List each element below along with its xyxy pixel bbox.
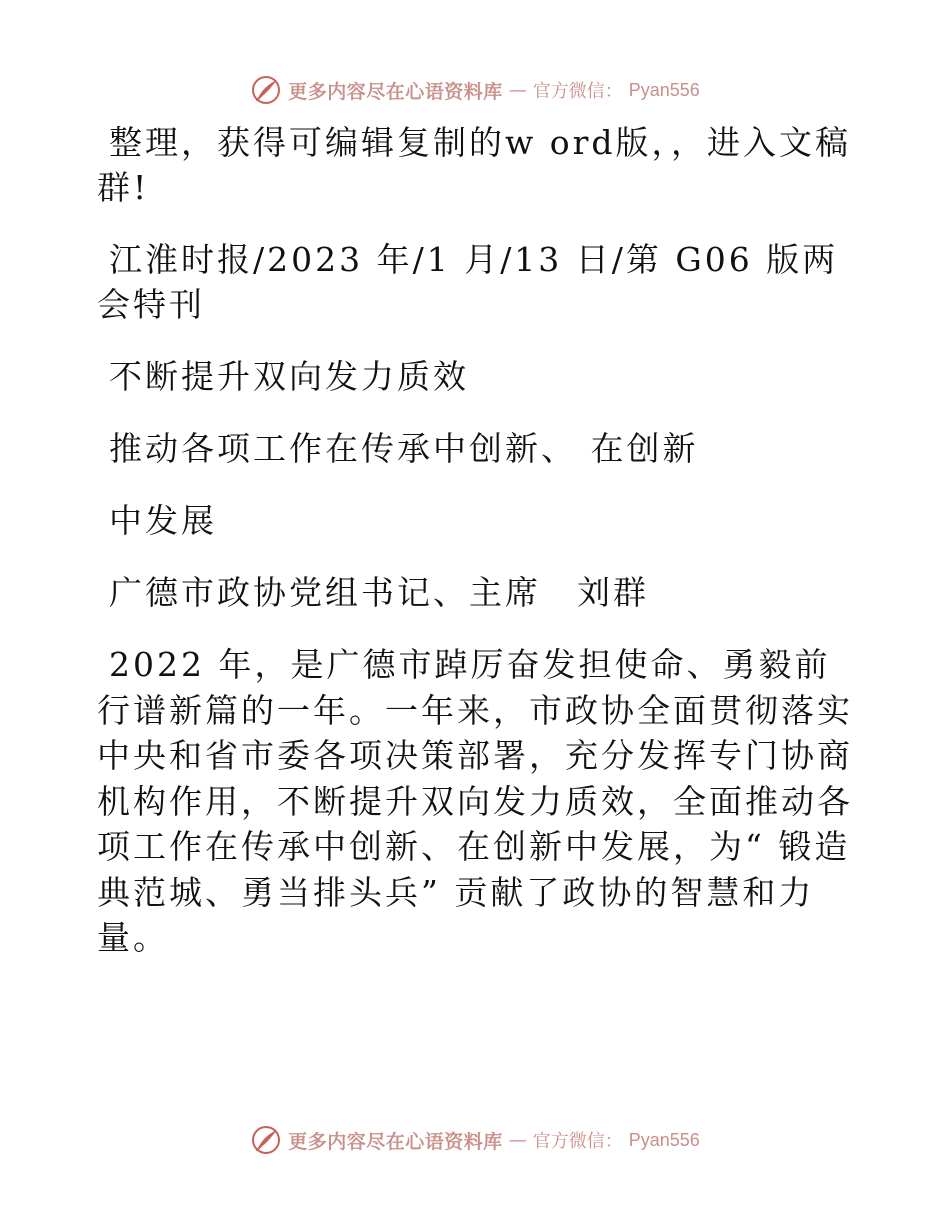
- quill-logo-icon: [250, 1124, 282, 1156]
- intro-line: 整理，获得可编辑复制的w ord版，，进入文稿群!: [97, 123, 852, 207]
- watermark-separator: —: [508, 1129, 527, 1151]
- watermark-id: Pyan556: [628, 1129, 700, 1150]
- watermark-label: 官方微信：: [532, 1131, 623, 1152]
- watermark-label: 官方微信：: [532, 81, 623, 102]
- body-paragraph: 2022 年，是广德市踔厉奋发担使命、勇毅前行谱新篇的一年。一年来，市政协全面贯彻落实中央和省市委各项决策部署，充分发挥专门协商机构作用，不断提升双向发力质效，全面推动各项工作在传承中创新、在创新中发展，为“ 锻造典范城、勇当排头兵” 贡献了政协的智慧和力量。: [97, 645, 853, 957]
- source-line: 江淮时报/2023 年/1 月/13 日/第 G06 版两会特刊: [97, 240, 839, 324]
- watermark-id: Pyan556: [628, 79, 700, 100]
- header-watermark: [0, 70, 950, 110]
- watermark-separator: —: [508, 79, 527, 101]
- watermark-group: [250, 1124, 700, 1156]
- quill-logo-icon: [250, 74, 282, 106]
- footer-watermark: [0, 1120, 950, 1160]
- headline-sub-2: 中发展: [109, 501, 217, 540]
- watermark-brand: 更多内容尽在心语资料库: [288, 80, 503, 103]
- headline-sub-1: 推动各项工作在传承中创新、 在创新: [109, 429, 699, 468]
- author-line: 广德市政协党组书记、主席 刘群: [109, 573, 649, 612]
- watermark-brand: 更多内容尽在心语资料库: [288, 1130, 503, 1153]
- watermark-group: [250, 74, 700, 106]
- document-body: [97, 120, 857, 988]
- headline-main: 不断提升双向发力质效: [109, 357, 469, 396]
